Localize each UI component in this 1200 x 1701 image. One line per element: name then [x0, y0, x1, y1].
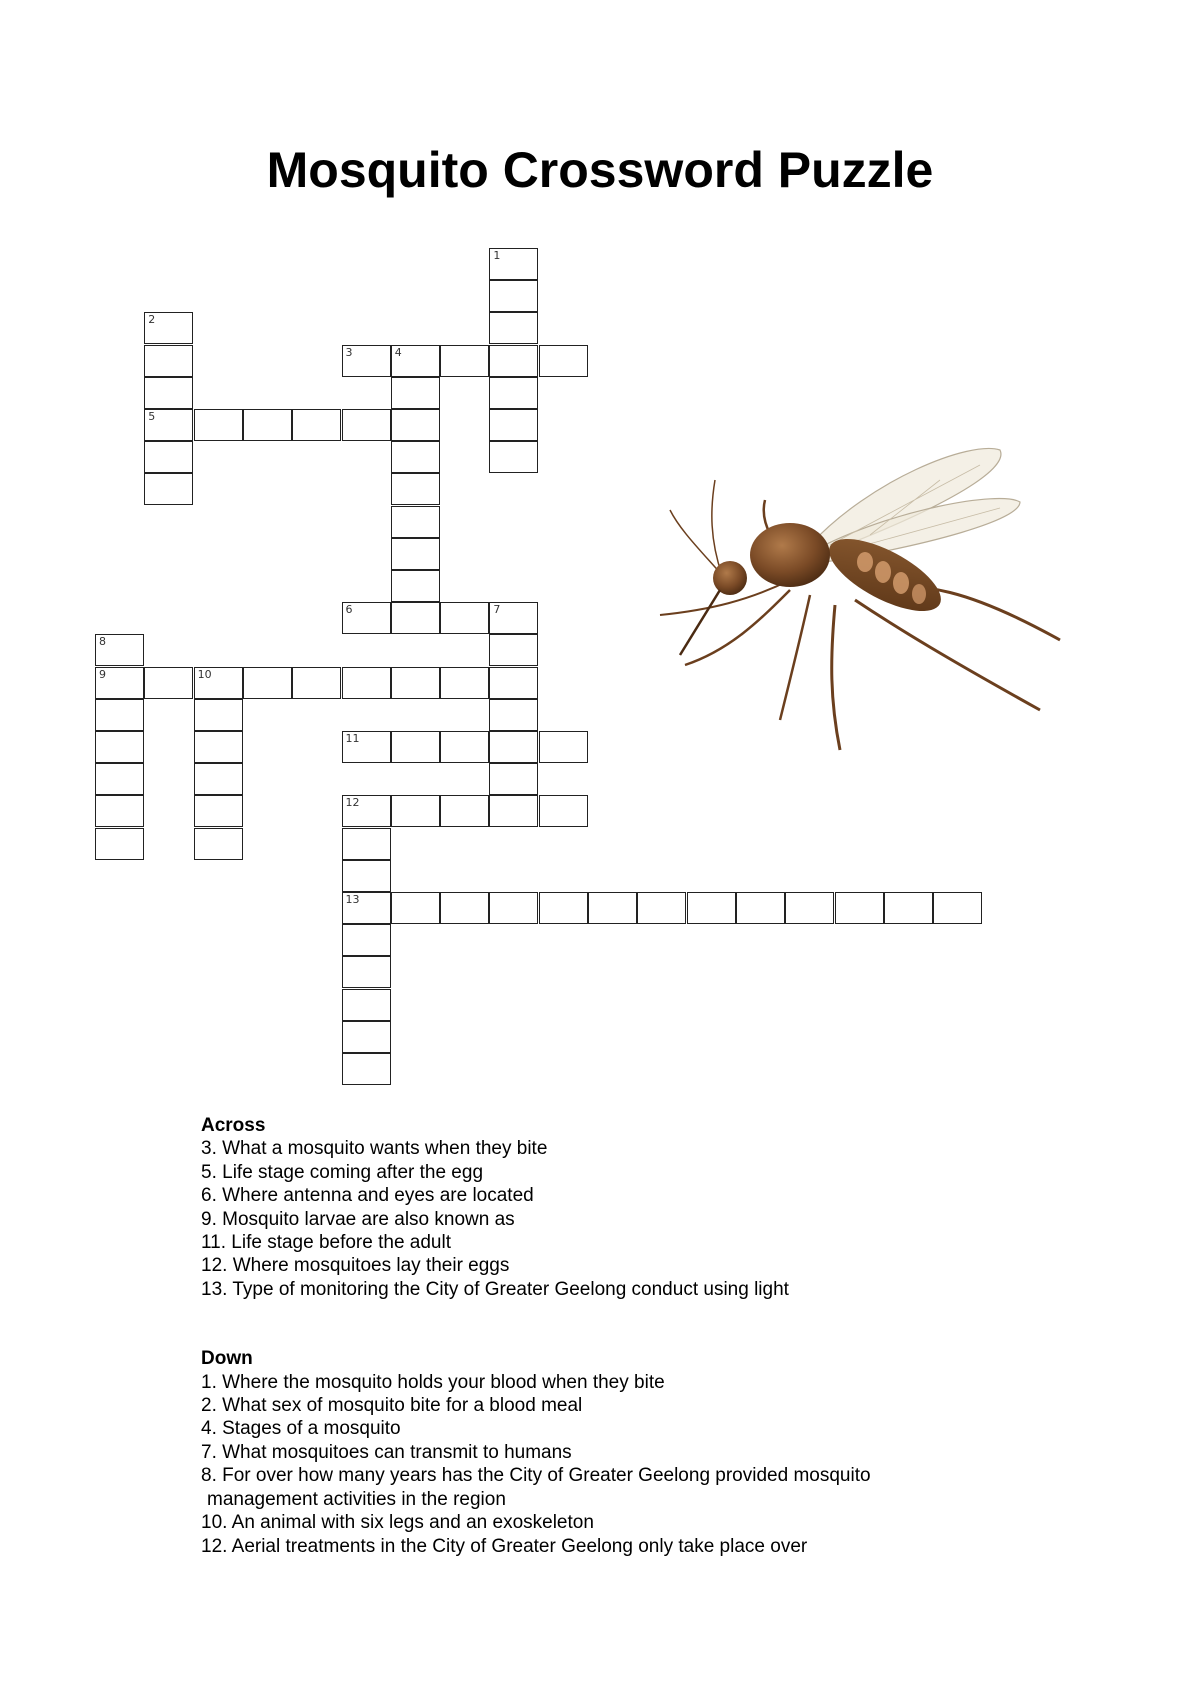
down-clue: 7. What mosquitoes can transmit to humans: [201, 1441, 572, 1463]
across-clue: 9. Mosquito larvae are also known as: [201, 1208, 515, 1230]
grid-cell[interactable]: [489, 377, 538, 409]
grid-cell[interactable]: [194, 795, 243, 827]
grid-cell[interactable]: [342, 860, 391, 892]
across-clue: 12. Where mosquitoes lay their eggs: [201, 1255, 510, 1277]
grid-cell[interactable]: [342, 731, 391, 763]
grid-cell[interactable]: [736, 892, 785, 924]
grid-cell[interactable]: [489, 441, 538, 473]
grid-cell[interactable]: [391, 409, 440, 441]
grid-cell[interactable]: [342, 1021, 391, 1053]
grid-cell[interactable]: [391, 506, 440, 538]
down-clue: 1. Where the mosquito holds your blood when they bite: [201, 1371, 665, 1393]
across-heading: Across: [201, 1115, 266, 1136]
grid-cell[interactable]: [440, 795, 489, 827]
grid-cell[interactable]: [342, 956, 391, 988]
grid-cell[interactable]: [342, 667, 391, 699]
grid-cell[interactable]: [342, 828, 391, 860]
clue-number: 1: [493, 249, 501, 262]
clue-number: 3: [345, 345, 353, 359]
clue-number: 5: [148, 410, 156, 423]
grid-cell[interactable]: [144, 377, 193, 409]
clue-number: 12: [345, 796, 360, 810]
grid-cell[interactable]: [95, 731, 144, 763]
clue-number: 8: [99, 635, 106, 649]
grid-cell[interactable]: [933, 892, 982, 924]
grid-cell[interactable]: [489, 667, 538, 699]
across-clue: 6. Where antenna and eyes are located: [201, 1185, 534, 1207]
grid-cell[interactable]: [588, 892, 637, 924]
grid-cell[interactable]: [785, 892, 834, 924]
grid-cell[interactable]: [194, 763, 243, 795]
grid-cell[interactable]: [194, 699, 243, 731]
grid-cell[interactable]: [489, 248, 538, 280]
grid-cell[interactable]: [144, 312, 193, 344]
grid-cell[interactable]: [391, 892, 440, 924]
grid-cell[interactable]: [440, 892, 489, 924]
grid-cell[interactable]: [342, 892, 391, 924]
grid-cell[interactable]: [539, 795, 588, 827]
grid-cell[interactable]: [194, 828, 243, 860]
down-clue: management activities in the region: [207, 1488, 506, 1510]
grid-cell[interactable]: [144, 345, 193, 377]
grid-cell[interactable]: [342, 989, 391, 1021]
grid-cell[interactable]: [342, 795, 391, 827]
grid-cell[interactable]: [687, 892, 736, 924]
grid-cell[interactable]: [194, 731, 243, 763]
grid-cell[interactable]: [489, 312, 538, 344]
across-clue: 13. Type of monitoring the City of Greater Geelong conduct using light: [201, 1278, 789, 1300]
grid-cell[interactable]: [835, 892, 884, 924]
clue-number: 2: [148, 313, 156, 327]
grid-cell[interactable]: [342, 602, 391, 634]
clue-number: 9: [99, 667, 106, 681]
grid-cell[interactable]: [95, 795, 144, 827]
grid-cell[interactable]: [95, 699, 144, 731]
grid-cell[interactable]: [440, 667, 489, 699]
across-clues: [201, 1114, 1101, 1301]
grid-cell[interactable]: [194, 409, 243, 441]
grid-cell[interactable]: [391, 667, 440, 699]
clues-section: [201, 1114, 1101, 1558]
grid-cell[interactable]: [637, 892, 686, 924]
across-clue-list: [201, 1137, 1101, 1301]
grid-cell[interactable]: [884, 892, 933, 924]
grid-cell[interactable]: [489, 345, 538, 377]
grid-cell[interactable]: [243, 667, 292, 699]
clue-number: 7: [493, 603, 501, 617]
mosquito-illustration: [640, 440, 1110, 780]
across-clue: 5. Life stage coming after the egg: [201, 1161, 484, 1183]
grid-cell[interactable]: [144, 667, 193, 699]
grid-cell[interactable]: [489, 634, 538, 666]
grid-cell[interactable]: [440, 731, 489, 763]
grid-cell[interactable]: [489, 892, 538, 924]
grid-cell[interactable]: [440, 345, 489, 377]
grid-cell[interactable]: [539, 345, 588, 377]
grid-cell[interactable]: [391, 602, 440, 634]
across-clue: 11. Life stage before the adult: [201, 1232, 451, 1254]
grid-cell[interactable]: [342, 409, 391, 441]
grid-cell[interactable]: [391, 795, 440, 827]
down-clue: 8. For over how many years has the City of Greater Geelong provided mosquito: [201, 1465, 871, 1487]
grid-cell[interactable]: [144, 441, 193, 473]
grid-cell[interactable]: [489, 409, 538, 441]
grid-cell[interactable]: [95, 667, 144, 699]
clue-number: 4: [394, 345, 402, 359]
grid-cell[interactable]: [489, 763, 538, 795]
grid-cell[interactable]: [292, 409, 341, 441]
grid-cell[interactable]: [95, 763, 144, 795]
grid-cell[interactable]: [489, 602, 538, 634]
page-title: Mosquito Crossword Puzzle: [266, 142, 934, 198]
down-clue-list: [201, 1371, 1101, 1558]
grid-cell[interactable]: [144, 473, 193, 505]
grid-cell[interactable]: [243, 409, 292, 441]
grid-cell[interactable]: [95, 828, 144, 860]
grid-cell[interactable]: [194, 667, 243, 699]
grid-cell[interactable]: [489, 280, 538, 312]
grid-cell[interactable]: [144, 409, 193, 441]
clue-number: 11: [345, 732, 360, 745]
down-clue: 10. An animal with six legs and an exoskeleton: [201, 1512, 594, 1534]
down-clue: 4. Stages of a mosquito: [201, 1418, 401, 1440]
grid-cell[interactable]: [292, 667, 341, 699]
grid-cell[interactable]: [489, 731, 538, 763]
grid-cell[interactable]: [342, 345, 391, 377]
grid-cell[interactable]: [391, 377, 440, 409]
grid-cell[interactable]: [391, 731, 440, 763]
clue-number: 6: [345, 603, 353, 617]
grid-cell[interactable]: [95, 634, 144, 666]
grid-cell[interactable]: [391, 538, 440, 570]
clue-number: 13: [345, 893, 360, 906]
down-clue: 12. Aerial treatments in the City of Greater Geelong only take place over: [201, 1535, 808, 1557]
down-heading: Down: [201, 1348, 253, 1370]
grid-cell[interactable]: [539, 731, 588, 763]
across-clue: 3. What a mosquito wants when they bite: [201, 1138, 548, 1160]
grid-cell[interactable]: [391, 570, 440, 602]
grid-cell[interactable]: [440, 602, 489, 634]
grid-cell[interactable]: [391, 441, 440, 473]
grid-cell[interactable]: [539, 892, 588, 924]
grid-cell[interactable]: [489, 699, 538, 731]
grid-cell[interactable]: [342, 924, 391, 956]
clue-number: 10: [197, 667, 212, 681]
down-clue: 2. What sex of mosquito bite for a blood meal: [201, 1395, 583, 1417]
grid-cell[interactable]: [489, 795, 538, 827]
grid-cell[interactable]: [342, 1053, 391, 1085]
down-clues: [201, 1347, 1101, 1558]
grid-cell[interactable]: [391, 345, 440, 377]
grid-cell[interactable]: [391, 473, 440, 505]
